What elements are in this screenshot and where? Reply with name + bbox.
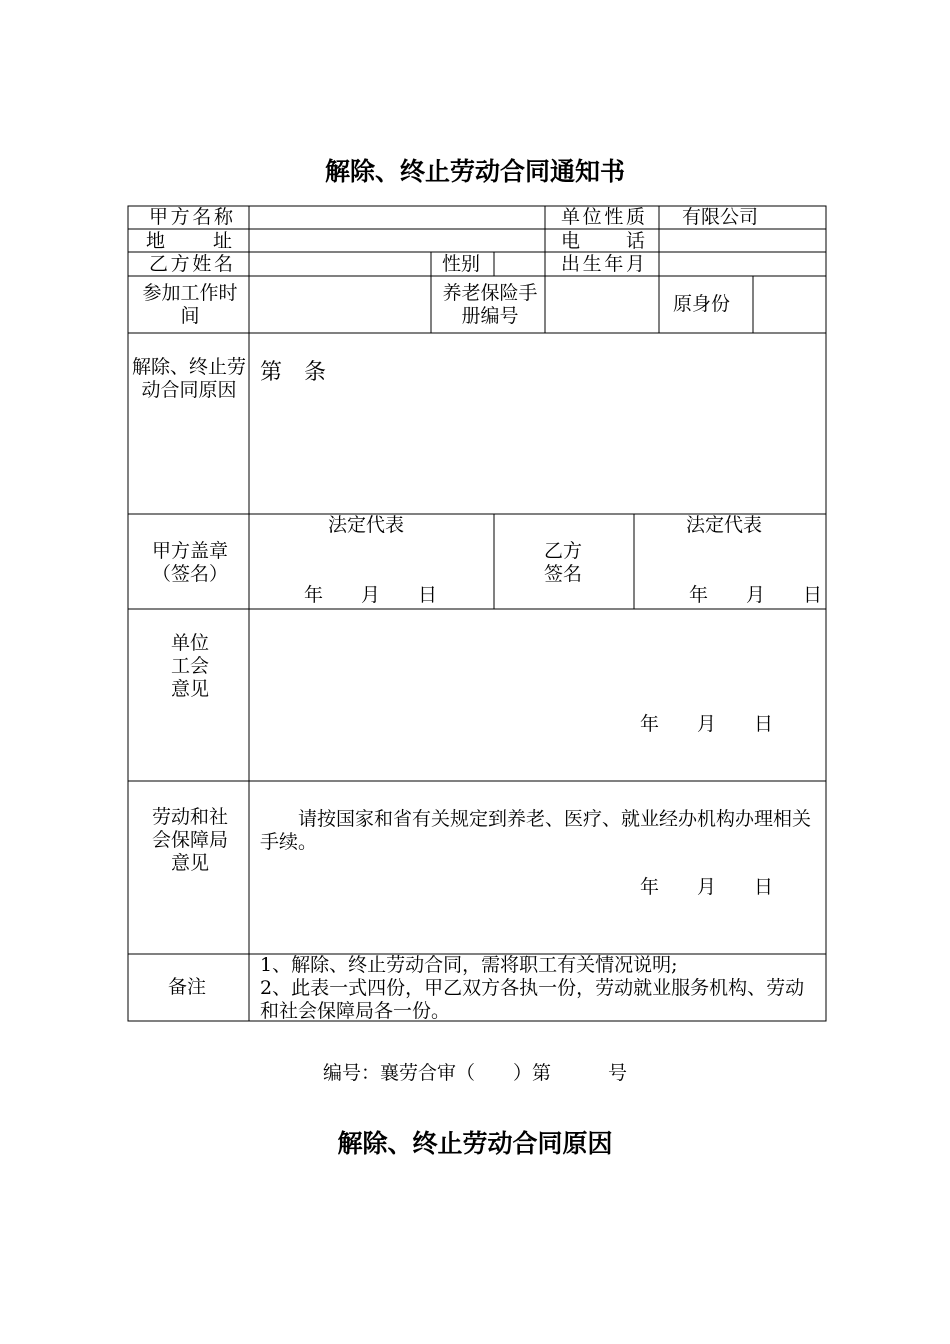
phone-label: 电 话 bbox=[561, 230, 645, 252]
notes-label: 备注 bbox=[168, 976, 207, 998]
form-title: 解除、终止劳动合同通知书 bbox=[324, 157, 625, 186]
bureau-date: 年 月 日 bbox=[640, 876, 774, 898]
union-date: 年 月 日 bbox=[640, 713, 774, 735]
birth-label: 出生年月 bbox=[561, 253, 645, 275]
union-label: 单位工会意见 bbox=[170, 632, 209, 700]
reason-label: 解除、终止劳动合同原因 bbox=[132, 356, 247, 401]
party-a-legal-rep: 法定代表 bbox=[328, 514, 405, 536]
party-b-sign-label: 乙方签名 bbox=[543, 540, 582, 585]
party-b-date: 年 月 日 bbox=[689, 584, 823, 606]
party-a-seal-label: 甲方盖章（签名） bbox=[151, 540, 228, 585]
identity-label: 原身份 bbox=[673, 293, 731, 315]
party-b-name-label: 乙方姓名 bbox=[149, 253, 233, 275]
party-a-name-label: 甲方名称 bbox=[149, 206, 233, 228]
unit-type-label: 单位性质 bbox=[561, 206, 645, 228]
bureau-opinion-text: 请按国家和省有关规定到养老、医疗、就业经办机构办理相关手续。 bbox=[260, 808, 812, 853]
notes-line-1: 1、解除、终止劳动合同，需将职工有关情况说明; bbox=[260, 954, 678, 976]
reasons-section-title: 解除、终止劳动合同原因 bbox=[337, 1129, 613, 1158]
address-label: 地 址 bbox=[146, 230, 232, 252]
reason-article: 第 条 bbox=[260, 360, 327, 385]
document-number: 编号：襄劳合审（ ）第 号 bbox=[322, 1062, 627, 1084]
pension-label: 养老保险手册编号 bbox=[442, 282, 538, 327]
gender-label: 性别 bbox=[442, 253, 481, 275]
party-a-date: 年 月 日 bbox=[304, 584, 438, 606]
party-b-legal-rep: 法定代表 bbox=[686, 514, 763, 536]
notes-line-2: 2、此表一式四份，甲乙双方各执一份，劳动就业服务机构、劳动和社会保障局各一份。 bbox=[260, 977, 805, 1022]
work-start-label: 参加工作时间 bbox=[142, 282, 238, 327]
bureau-label: 劳动和社会保障局意见 bbox=[151, 806, 228, 874]
unit-type-value: 有限公司 bbox=[682, 206, 759, 228]
